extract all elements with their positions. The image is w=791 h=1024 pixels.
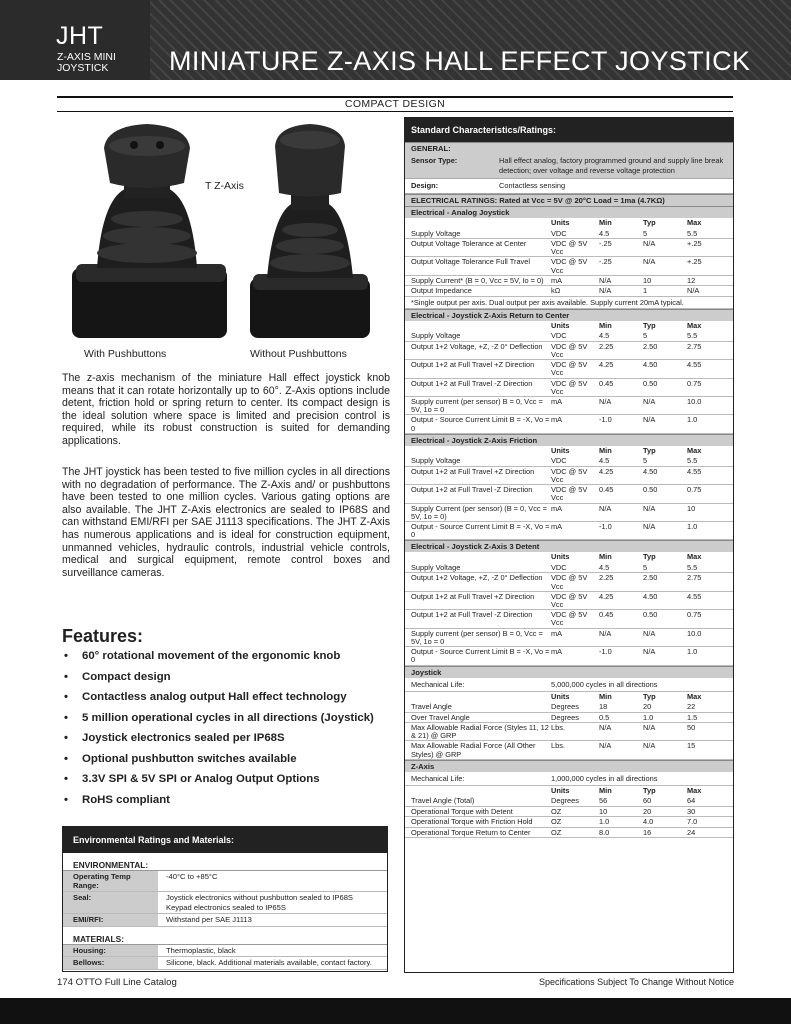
spec-section-title: Electrical - Analog Joystick	[405, 206, 733, 218]
list-item: • 60° rotational movement of the ergonomic knob	[64, 650, 394, 664]
table-cell: 0.5	[599, 712, 610, 722]
table-cell: 0.50	[643, 378, 658, 388]
section-heading: COMPACT DESIGN	[344, 98, 446, 110]
table-cell: 50	[687, 723, 696, 732]
table-cell: 1.5	[687, 712, 698, 722]
table-cell: 4.50	[643, 591, 658, 601]
table-cell: VDC @ 5V Vcc	[551, 466, 588, 485]
column-header: Typ	[643, 785, 656, 795]
table-cell: Travel Angle	[411, 702, 452, 711]
table-cell: N/A	[643, 415, 656, 425]
table-cell: N/A	[687, 286, 700, 296]
table-cell: 10.0	[687, 628, 702, 638]
table-cell: mA	[551, 647, 563, 657]
table-cell: 60	[643, 796, 652, 806]
table-cell: 5.5	[687, 562, 698, 572]
table-cell: 15	[687, 741, 696, 751]
table-cell: Supply Voltage	[411, 331, 461, 341]
table-cell: 18	[599, 702, 608, 711]
table-cell: VDC @ 5V Vcc	[551, 591, 588, 610]
table-cell: 56	[599, 796, 608, 806]
spec-section-title: Electrical - Joystick Z-Axis 3 Detent	[405, 540, 733, 552]
table-cell: VDC @ 5V Vcc	[551, 610, 588, 628]
table-cell: VDC @ 5V Vcc	[551, 257, 588, 275]
table-row	[405, 286, 733, 297]
table-header-row	[405, 218, 733, 229]
table-cell: VDC	[551, 562, 567, 572]
table-cell: N/A	[599, 503, 612, 513]
table-cell: N/A	[643, 723, 656, 732]
table-cell: N/A	[643, 257, 656, 267]
table-cell: mA	[551, 415, 563, 425]
table-cell: Supply current (per sensor) B = 0, Vcc = 5V, 1o = 0	[411, 397, 543, 415]
table-row: Design: Contactless sensing	[405, 179, 733, 194]
table-cell: 10	[599, 806, 608, 816]
table-cell: 5	[643, 456, 648, 466]
table-cell: Output 1+2 at Full Travel +Z Direction	[411, 466, 535, 476]
column-header: Max	[687, 785, 702, 795]
table-cell: mA	[551, 522, 563, 532]
table-cell: 4.25	[599, 360, 614, 370]
table-row	[405, 229, 733, 240]
table-cell: 0.75	[687, 378, 702, 388]
product-subtitle: Z-AXIS MINI JOYSTICK	[57, 51, 116, 74]
table-cell: Output 1+2 Voltage, +Z, -Z 0° Deflection	[411, 573, 543, 583]
table-cell: VDC	[551, 228, 567, 238]
table-cell: 8.0	[599, 827, 610, 837]
table-cell: +.25	[687, 239, 702, 248]
table-cell: Degrees	[551, 796, 579, 806]
product-code: JHT	[56, 22, 104, 50]
table-row	[405, 702, 733, 713]
table-row	[405, 796, 733, 807]
env-title: Environmental Ratings and Materials:	[63, 827, 387, 853]
column-header: Units	[551, 552, 570, 562]
table-cell: mA	[551, 397, 563, 407]
table-cell: mA	[551, 503, 563, 513]
table-cell: -1.0	[599, 522, 612, 532]
table-row	[405, 713, 733, 724]
env-section-heading: MATERIALS:	[63, 934, 387, 945]
table-cell: 1.0	[687, 415, 698, 425]
table-cell: mA	[551, 275, 563, 285]
table-cell: N/A	[643, 503, 656, 513]
column-header: Typ	[643, 218, 656, 227]
table-cell: Output 1+2 at Full Travel -Z Direction	[411, 485, 533, 495]
table-cell: N/A	[643, 239, 656, 248]
table-cell: 1.0	[687, 522, 698, 532]
column-header: Max	[687, 445, 702, 455]
list-item: • RoHS compliant	[64, 794, 394, 808]
column-header: Min	[599, 691, 612, 701]
table-cell: N/A	[643, 628, 656, 638]
table-row	[405, 629, 733, 647]
table-row: Sensor Type: Hall effect analog, factory programmed ground and supply line break detection; over voltage and reverse voltage protection	[405, 154, 733, 179]
table-cell: VDC @ 5V Vcc	[551, 341, 588, 360]
table-cell: 0.75	[687, 485, 702, 495]
table-cell: 1.0	[599, 817, 610, 827]
column-header: Min	[599, 218, 612, 227]
table-row	[405, 415, 733, 433]
table-cell: 0.45	[599, 610, 614, 620]
spec-section-title: Electrical - Joystick Z-Axis Return to Center	[405, 309, 733, 321]
spec-table	[404, 117, 734, 973]
table-row	[405, 342, 733, 360]
footer-bar	[0, 998, 791, 1024]
table-cell: 5	[643, 562, 648, 572]
table-row	[405, 807, 733, 818]
table-cell: 7.0	[687, 817, 698, 827]
column-header: Min	[599, 320, 612, 330]
table-cell: 20	[643, 806, 652, 816]
column-header: Min	[599, 785, 612, 795]
table-cell: Supply Current (per sensor) (B = 0, Vcc = 5V, 1o = 0)	[411, 503, 547, 521]
table-cell: 1	[643, 286, 648, 296]
column-header: Units	[551, 218, 570, 227]
spec-section-title: Joystick	[405, 666, 733, 678]
table-cell: 4.25	[599, 466, 614, 476]
table-cell: 5.5	[687, 228, 698, 238]
table-cell: kΩ	[551, 286, 561, 296]
caption-with-pushbuttons: With Pushbuttons	[84, 348, 167, 360]
environmental-ratings-box	[62, 826, 388, 972]
table-row	[405, 573, 733, 591]
table-cell: Degrees	[551, 702, 579, 711]
table-cell: N/A	[643, 741, 656, 751]
table-cell: N/A	[643, 647, 656, 657]
column-header: Units	[551, 691, 570, 701]
table-row	[405, 257, 733, 275]
column-header: Typ	[643, 320, 656, 330]
table-cell: 5	[643, 228, 648, 238]
spec-title: Standard Characteristics/Ratings:	[405, 118, 733, 142]
table-row	[405, 456, 733, 467]
table-cell: -.25	[599, 239, 612, 248]
footer-notice: Specifications Subject To Change Without Notice	[539, 977, 734, 987]
column-header: Max	[687, 320, 702, 330]
table-row: Seal: Joystick electronics without pushbutton sealed to IP68S Keypad electronics sealed to IP65S	[63, 892, 387, 914]
table-row	[405, 485, 733, 503]
table-cell: 4.55	[687, 591, 702, 601]
joystick-with-pushbuttons-image	[62, 118, 232, 343]
table-cell: Output 1+2 Voltage, +Z, -Z 0° Deflection	[411, 341, 543, 351]
joystick-without-pushbuttons-image	[245, 118, 375, 343]
table-header-row	[405, 786, 733, 797]
table-cell: N/A	[599, 397, 612, 407]
table-cell: 4.55	[687, 360, 702, 370]
table-cell: Max Allowable Radial Force (Styles 11, 12 & 21) @ GRP	[411, 723, 549, 741]
table-note: *Single output per axis. Dual output per axis available. Supply current 20mA typical.	[405, 297, 733, 309]
table-row	[405, 239, 733, 257]
footer-catalog: 174 OTTO Full Line Catalog	[57, 977, 177, 988]
table-cell: 4.5	[599, 228, 610, 238]
table-cell: Output 1+2 at Full Travel +Z Direction	[411, 360, 535, 370]
table-cell: 5	[643, 331, 648, 341]
table-cell: Output 1+2 at Full Travel -Z Direction	[411, 378, 533, 388]
table-cell: Supply Voltage	[411, 562, 461, 572]
table-cell: Output - Source Current Limit B = -X, Vo = 0	[411, 415, 550, 433]
table-cell: -.25	[599, 257, 612, 267]
table-cell: Mechanical Life:	[411, 679, 465, 689]
table-cell: 0.75	[687, 610, 702, 620]
table-cell: 0.50	[643, 610, 658, 620]
list-item: • Joystick electronics sealed per IP68S	[64, 732, 394, 746]
table-cell: N/A	[599, 741, 612, 751]
spec-section-title: Z-Axis	[405, 760, 733, 772]
table-row	[405, 610, 733, 628]
table-cell: 4.5	[599, 331, 610, 341]
table-cell: 0.45	[599, 378, 614, 388]
column-header: Min	[599, 445, 612, 455]
table-cell: 20	[643, 702, 652, 711]
spec-section-title: Electrical - Joystick Z-Axis Friction	[405, 434, 733, 446]
table-cell: 64	[687, 796, 696, 806]
table-cell: -1.0	[599, 647, 612, 657]
table-cell: 4.50	[643, 466, 658, 476]
table-cell: VDC @ 5V Vcc	[551, 378, 588, 396]
column-header: Typ	[643, 691, 656, 701]
table-cell: 24	[687, 827, 696, 837]
table-cell: Output 1+2 at Full Travel -Z Direction	[411, 610, 533, 620]
table-cell: 2.25	[599, 341, 614, 351]
table-cell: Lbs.	[551, 741, 565, 751]
table-row	[405, 276, 733, 287]
table-cell: Supply current (per sensor) B = 0, Vcc = 5V, 1o = 0	[411, 628, 543, 646]
description-paragraph: The z-axis mechanism of the miniature Hall effect joystick knob means that it can rotate horizontally up to 60°. Z-Axis options include detent, friction hold or spring return to center. Its compact design is the ideal solution where space is limited and precision control is required, while its robust construction is suited for demanding applications.	[62, 372, 390, 447]
table-cell: 4.5	[599, 456, 610, 466]
table-row: EMI/RFI: Withstand per SAE J1113	[63, 914, 387, 927]
table-cell: N/A	[643, 522, 656, 532]
column-header: Units	[551, 320, 570, 330]
table-row	[405, 828, 733, 839]
list-item: • Compact design	[64, 671, 394, 685]
table-cell: 2.75	[687, 341, 702, 351]
table-cell: OZ	[551, 806, 562, 816]
table-cell: 16	[643, 827, 652, 837]
table-row	[405, 522, 733, 540]
table-row	[405, 647, 733, 665]
table-cell: 2.50	[643, 341, 658, 351]
table-cell: 4.50	[643, 360, 658, 370]
table-cell: Degrees	[551, 712, 579, 722]
table-cell: 4.25	[599, 591, 614, 601]
table-cell: Output 1+2 at Full Travel +Z Direction	[411, 591, 535, 601]
table-cell: VDC	[551, 331, 567, 341]
table-cell: VDC @ 5V Vcc	[551, 239, 588, 257]
table-row	[405, 741, 733, 759]
table-row	[405, 504, 733, 522]
column-header: Max	[687, 552, 702, 562]
table-row	[405, 723, 733, 741]
table-cell: 2.50	[643, 573, 658, 583]
table-cell: Mechanical Life:	[411, 773, 465, 783]
table-cell: Supply Voltage	[411, 456, 461, 466]
table-cell: 22	[687, 702, 696, 711]
table-cell: Output - Source Current Limit B = -X, Vo = 0	[411, 647, 550, 665]
table-cell: N/A	[643, 397, 656, 407]
caption-without-pushbuttons: Without Pushbuttons	[250, 348, 347, 360]
table-cell: Operational Torque with Friction Hold	[411, 817, 533, 827]
table-row	[405, 678, 733, 692]
table-cell: Lbs.	[551, 723, 565, 732]
list-item: • Optional pushbutton switches available	[64, 753, 394, 767]
column-header: Typ	[643, 445, 656, 455]
table-cell: 2.25	[599, 573, 614, 583]
table-cell: Output - Source Current Limit B = -X, Vo = 0	[411, 522, 550, 540]
page-title: MINIATURE Z-AXIS HALL EFFECT JOYSTICK	[169, 46, 751, 76]
table-cell: OZ	[551, 817, 562, 827]
table-cell: 10	[643, 275, 652, 285]
table-cell: Supply Voltage	[411, 228, 461, 238]
table-row	[405, 379, 733, 397]
table-cell: 10	[687, 503, 696, 513]
table-cell: VDC @ 5V Vcc	[551, 485, 588, 503]
table-header-row	[405, 446, 733, 457]
table-row: Operating Temp Range: -40°C to +85°C	[63, 871, 387, 892]
table-cell: N/A	[599, 275, 612, 285]
table-cell: Operational Torque with Detent	[411, 806, 513, 816]
table-cell: 0.50	[643, 485, 658, 495]
table-cell: -1.0	[599, 415, 612, 425]
table-row: Housing: Thermoplastic, black	[63, 945, 387, 958]
table-cell: Over Travel Angle	[411, 712, 470, 722]
table-header-row	[405, 692, 733, 703]
table-cell: 30	[687, 806, 696, 816]
table-row	[405, 563, 733, 574]
table-cell: Output Voltage Tolerance at Center	[411, 239, 527, 248]
table-cell: 1.0	[643, 712, 654, 722]
table-cell: Operational Torque Return to Center	[411, 827, 531, 837]
table-row	[405, 592, 733, 610]
table-header-row	[405, 552, 733, 563]
table-cell: 4.5	[599, 562, 610, 572]
spec-section-general: GENERAL:	[405, 142, 733, 154]
table-row	[405, 331, 733, 342]
column-header: Typ	[643, 552, 656, 562]
table-cell: 5,000,000 cycles in all directions	[551, 679, 658, 689]
column-header: Units	[551, 445, 570, 455]
env-section-heading: ENVIRONMENTAL:	[63, 860, 387, 871]
table-cell: Output Impedance	[411, 286, 472, 296]
table-cell: N/A	[599, 286, 612, 296]
table-cell: 1.0	[687, 647, 698, 657]
table-cell: 4.0	[643, 817, 654, 827]
table-cell: VDC @ 5V Vcc	[551, 360, 588, 378]
column-header: Min	[599, 552, 612, 562]
table-cell: Travel Angle (Total)	[411, 796, 475, 806]
table-cell: 12	[687, 275, 696, 285]
table-cell: Supply Current* (B = 0, Vcc = 5V, Io = 0)	[411, 275, 544, 285]
table-cell: 4.55	[687, 466, 702, 476]
table-cell: VDC @ 5V Vcc	[551, 573, 588, 591]
table-cell: OZ	[551, 827, 562, 837]
table-row: Bellows: Silicone, black. Additional materials available, contact factory.	[63, 957, 387, 970]
table-row	[405, 817, 733, 828]
table-row	[405, 467, 733, 485]
table-cell: Max Allowable Radial Force (All Other Styles) @ GRP	[411, 741, 536, 759]
table-cell: 2.75	[687, 573, 702, 583]
table-row	[405, 360, 733, 378]
table-cell: 10.0	[687, 397, 702, 407]
table-cell: +.25	[687, 257, 702, 267]
table-cell: N/A	[599, 628, 612, 638]
description-paragraph: The JHT joystick has been tested to five million cycles in all directions with no degradation of performance. The Z-Axis and/ or pushbuttons have been tested to one million cycles. Various gating options are also available. The JHT Z-Axis electronics are sealed to IP68S and can withstand EMI/RFI per SAE J1113 specifications. The JHT Z-Axis has numerous applications and is ideal for construction equipment, unmanned vehicles, hydraulic controls, industrial vehicle controls, medical and surgical equipment, remote control boxes and surveillance cameras.	[62, 466, 390, 579]
table-cell: N/A	[599, 723, 612, 732]
list-item: • 3.3V SPI & 5V SPI or Analog Output Options	[64, 773, 394, 787]
caption-t-z-axis: T Z-Axis	[205, 180, 244, 192]
divider	[57, 111, 733, 112]
table-row	[405, 772, 733, 786]
table-row	[405, 397, 733, 415]
table-cell: Output Voltage Tolerance Full Travel	[411, 257, 531, 267]
list-item: • Contactless analog output Hall effect technology	[64, 691, 394, 705]
table-cell: VDC	[551, 456, 567, 466]
features-list	[64, 650, 394, 814]
table-header-row	[405, 321, 733, 332]
spec-section-electrical: ELECTRICAL RATINGS: Rated at Vcc = 5V @ 20°C Load = 1ma (4.7KΩ)	[405, 194, 733, 206]
list-item: • 5 million operational cycles in all directions (Joystick)	[64, 712, 394, 726]
table-cell: 0.45	[599, 485, 614, 495]
table-cell: 1,000,000 cycles in all directions	[551, 773, 658, 783]
table-cell: mA	[551, 628, 563, 638]
column-header: Max	[687, 691, 702, 701]
column-header: Max	[687, 218, 702, 227]
features-heading: Features:	[62, 626, 144, 646]
table-cell: 5.5	[687, 456, 698, 466]
spec-sections	[405, 206, 733, 838]
table-cell: 5.5	[687, 331, 698, 341]
column-header: Units	[551, 785, 570, 795]
